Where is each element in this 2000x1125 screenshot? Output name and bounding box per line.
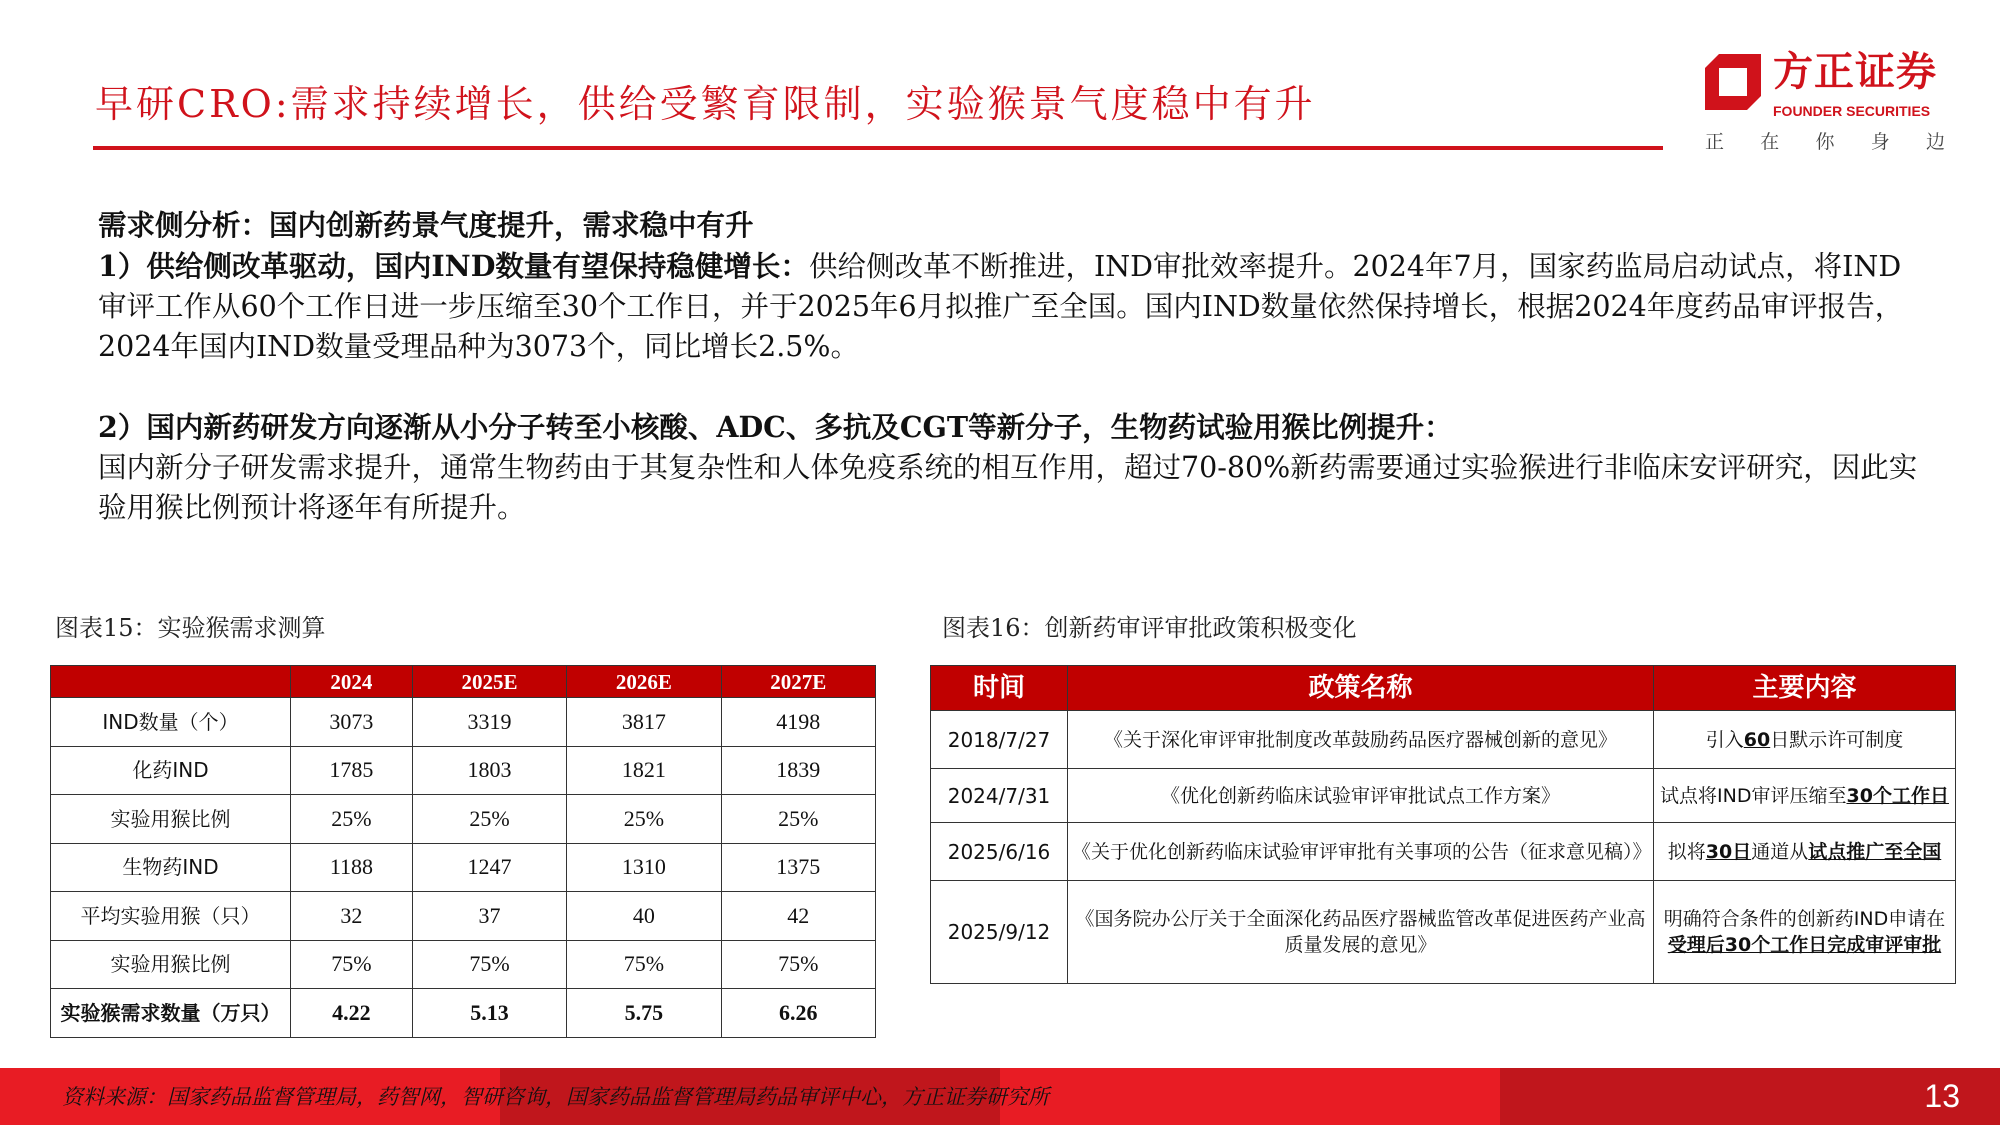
cell: 75% (291, 940, 413, 989)
cell: 6.26 (721, 989, 875, 1038)
source-note: 资料来源：国家药品监督管理局，药智网，智研咨询，国家药品监督管理局药品审评中心，方正证券研究所 (62, 1085, 1049, 1109)
table-row: 2025/9/12 《国务院办公厅关于全面深化药品医疗器械监管改革促进医药产业高质量发展的意见》 明确符合条件的创新药IND申请在受理后30个工作日完成审评审批 (931, 881, 1956, 984)
cell: 75% (412, 940, 566, 989)
cell: 25% (567, 795, 721, 844)
table-row (51, 698, 876, 747)
cell: 1188 (291, 843, 413, 892)
cell: 1375 (721, 843, 875, 892)
cell: 1821 (567, 746, 721, 795)
row-label: 实验用猴比例 (51, 940, 291, 989)
table16-caption: 图表16：创新药审评审批政策积极变化 (942, 614, 1357, 642)
table-row (51, 892, 876, 941)
cell: 32 (291, 892, 413, 941)
policy-table: 时间 政策名称 主要内容 2018/7/27 《关于深化审评审批制度改革鼓励药品医疗器械创新的意见》 引入60日默示许可制度 2024/7/31 《优化创新药临床试验审评审批试点工作方案》 试点将IND审评压缩至30个工作日 2025/6/16 《关于优化创新药临床试验审评审批有关事项的公告（征求意见稿）》 拟将30日通道从试点推广至全国 2025/9/12 《国务院办公厅关于全面深化药品医疗器械监管改革促进医药产业高质量发展的意见》 明确符合条件的创新药IND申请在受理后30个工作日完成审评审批 (930, 665, 1956, 984)
logo-slogan: 正 在 你 身 边 (1705, 131, 1945, 153)
cell: 5.13 (412, 989, 566, 1038)
cell: 1839 (721, 746, 875, 795)
title-divider (93, 146, 1663, 150)
cell: 3817 (567, 698, 721, 747)
logo-cn: 方正证券 (1773, 49, 1937, 95)
cell: 75% (567, 940, 721, 989)
cell: 25% (412, 795, 566, 844)
cell: 4198 (721, 698, 875, 747)
section-heading: 需求侧分析：国内创新药景气度提升，需求稳中有升 (98, 208, 754, 242)
row-label: 平均实验用猴（只） (51, 892, 291, 941)
row-label: 实验用猴比例 (51, 795, 291, 844)
cell: 5.75 (567, 989, 721, 1038)
row-label: 实验猴需求数量（万只） (51, 989, 291, 1038)
cell: 3073 (291, 698, 413, 747)
cell: 1310 (567, 843, 721, 892)
table-row: 2018/7/27 《关于深化审评审批制度改革鼓励药品医疗器械创新的意见》 引入60日默示许可制度 (931, 711, 1956, 769)
cell: 4.22 (291, 989, 413, 1038)
cell: 1785 (291, 746, 413, 795)
table15-caption: 图表15：实验猴需求测算 (55, 614, 326, 642)
cell: 37 (412, 892, 566, 941)
cell: 1247 (412, 843, 566, 892)
table-row (51, 843, 876, 892)
page-title: 早研CRO:需求持续增长，供给受繁育限制，实验猴景气度稳中有升 (95, 82, 1316, 126)
founder-logo (1705, 50, 1950, 160)
table-row (51, 989, 876, 1038)
page-number: 13 (1924, 1078, 1960, 1114)
cell: 75% (721, 940, 875, 989)
table-row: 2025/6/16 《关于优化创新药临床试验审评审批有关事项的公告（征求意见稿）》 拟将30日通道从试点推广至全国 (931, 823, 1956, 881)
cell: 40 (567, 892, 721, 941)
cell: 1803 (412, 746, 566, 795)
logo-mark-icon (1705, 54, 1761, 110)
analysis-text (98, 205, 1918, 528)
cell: 25% (721, 795, 875, 844)
table-row (51, 940, 876, 989)
cell: 3319 (412, 698, 566, 747)
table-row (51, 795, 876, 844)
monkey-demand-table: 2024 2025E 2026E 2027E IND数量（个） 3073 3319 3817 4198 化药IND 1785 1803 1821 1839 实验用猴比例 25% 25% 25% 25% 生物药IND 1188 1247 1310 1375 平均实验用猴（只） 32 37 40 42 实验用猴比例 75% 75% 75% 75% 实验猴需求数量（万只） 4.22 5.13 5.75 6.26 (50, 665, 876, 1038)
table-row (51, 746, 876, 795)
paragraph-1: 1）供给侧改革驱动，国内IND数量有望保持稳健增长：供给侧改革不断推进，IND审批效率提升。2024年7月，国家药监局启动试点，将IND审评工作从60个工作日进一步压缩至30个工作日，并于2025年6月拟推广至全国。国内IND数量依然保持增长，根据2024年度药品审评报告，2024年国内IND数量受理品种为3073个，同比增长2.5%。 (98, 249, 1904, 363)
table-row: 2024/7/31 《优化创新药临床试验审评审批试点工作方案》 试点将IND审评压缩至30个工作日 (931, 769, 1956, 823)
cell: 42 (721, 892, 875, 941)
row-label: IND数量（个） (51, 698, 291, 747)
row-label: 化药IND (51, 746, 291, 795)
row-label: 生物药IND (51, 843, 291, 892)
logo-en: FOUNDER SECURITIES (1773, 103, 1931, 119)
cell: 25% (291, 795, 413, 844)
paragraph-2: 2）国内新药研发方向逐渐从小分子转至小核酸、ADC、多抗及CGT等新分子，生物药试验用猴比例提升： 国内新分子研发需求提升，通常生物药由于其复杂性和人体免疫系统的相互作用，超过70-80%新药需要通过实验猴进行非临床安评研究，因此实验用猴比例预计将逐年有所提升。 (98, 410, 1918, 524)
